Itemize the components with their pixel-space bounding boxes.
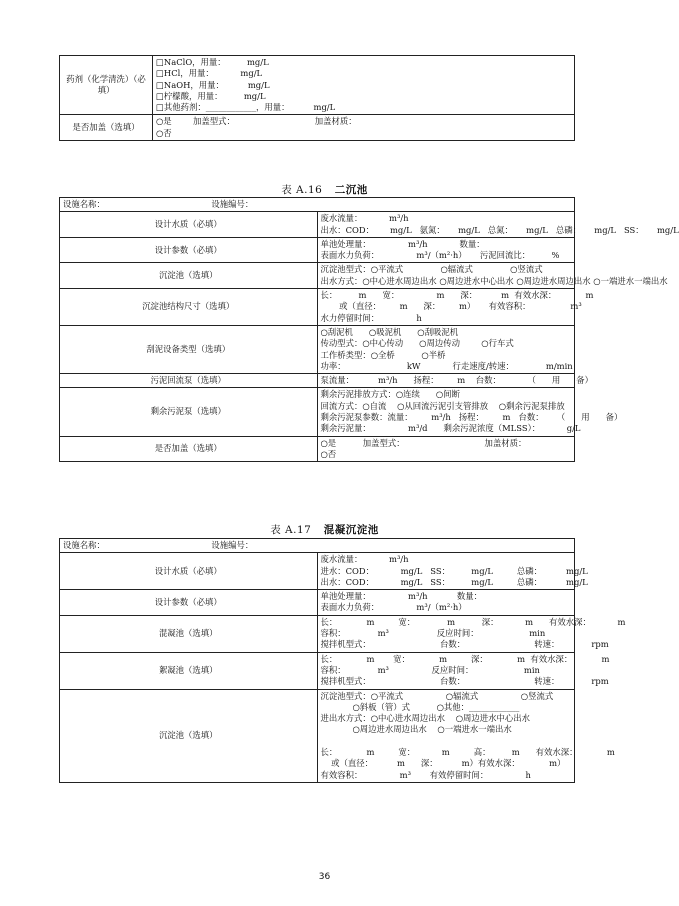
row-content [317, 263, 668, 289]
content-line: □NaOH，用量： mg/L [156, 79, 270, 90]
facility-header [60, 539, 575, 553]
table-header-row [60, 539, 575, 553]
content-line [321, 736, 572, 747]
content-line: ○周边进水周边出水 ○一端进水一端出水 [320, 724, 512, 735]
row-label: 混凝池（选填） [60, 615, 318, 652]
row-label: 污泥回流泵（选填） [60, 374, 318, 388]
table-row [60, 553, 575, 590]
row-label: 设计参数（必填） [60, 590, 318, 616]
content-line: 单池处理量： m³/h 数量： [320, 591, 482, 602]
content-line: ○斜板（管）式 ○其他：____________ [320, 701, 520, 712]
content-line: 表面水力负荷： m³/（m²·h） 污泥回流比： % [320, 250, 560, 261]
content-line: 或（直径： m 深： m）有效水深： m） [320, 758, 566, 769]
table-row [60, 56, 575, 115]
row-label: 沉淀池结构尺寸（选填） [60, 289, 318, 326]
table-row [60, 689, 575, 782]
row-label: 设计水质（必填） [60, 212, 318, 238]
page-number: 36 [318, 872, 331, 882]
table-row [60, 115, 575, 141]
content-line: □柠檬酸，用量： mg/L [156, 90, 266, 101]
row-label: 设计参数（必填） [60, 237, 318, 263]
content-line: 剩余污泥量： m³/d 剩余污泥浓度（MLSS）： g/L [320, 423, 581, 434]
content-line: 或（直径： m 深： m） 有效容积： m³ [320, 301, 582, 312]
table-a17-title: 混凝沉淀池 [323, 524, 379, 536]
row-label: 剩余污泥泵（选填） [60, 388, 318, 436]
content-line: 容积： m³ 反应时间： min [320, 628, 546, 639]
table-row [60, 237, 575, 263]
facility-name-label: 设施名称： 设施编号： [63, 540, 254, 550]
content-line: 容积： m³ 反应时间： min [320, 664, 540, 675]
content-line: 长： m 宽： m 高： m 有效水深： m [320, 747, 615, 758]
table-a16-title: 二沉池 [334, 184, 368, 196]
table-row [60, 615, 575, 652]
table-row [60, 652, 575, 689]
content-line: 搅拌机型式： 台数： 转速： rpm [320, 676, 609, 687]
table-row [60, 325, 575, 373]
content-line: 长： m 宽： m 深： m 有效水深： m [320, 653, 610, 664]
row-label: 刮泥设备类型（选填） [60, 325, 318, 373]
content-line: 沉淀池型式：○平流式 ○辐流式 ○竖流式 [320, 690, 554, 701]
content-line: 进出水方式：○中心进水周边出水 ○周边进水中心出水 [320, 713, 531, 724]
row-content [317, 689, 615, 782]
content-line: □HCl，用量： mg/L [156, 68, 263, 79]
content-line: □NaClO，用量： mg/L [156, 57, 269, 67]
row-label: 絮凝池（选填） [60, 652, 318, 689]
content-line: ○刮泥机 ○吸泥机 ○刮吸泥机 [320, 326, 459, 337]
row-content [317, 436, 575, 462]
content-line: □其他药剂：____________，用量： mg/L [156, 102, 336, 113]
content-line: 搅拌机型式： 台数： 转速： rpm [320, 639, 609, 650]
content-line: 泵流量： m³/h 扬程： m 台数： （ 用 备） [320, 375, 593, 386]
table-row [60, 590, 575, 616]
content-line: 剩余污泥泵参数：流量： m³/h 扬程： m 台数： （ 用 备） [320, 412, 623, 423]
content-line: 单池处理量： m³/h 数量： [320, 238, 485, 249]
content-line: 水力停留时间： h [320, 312, 422, 323]
content-line: 剩余污泥排放方式：○连续 ○间断 [320, 389, 460, 400]
content-line: 表面水力负荷： m³/（m²·h） [320, 602, 467, 613]
table-a17-caption [0, 522, 649, 537]
table-a16 [59, 197, 679, 462]
content-line: ○是 加盖型式： 加盖材质： [320, 437, 527, 448]
content-line: ○是 加盖型式： 加盖材质： [156, 116, 357, 127]
row-content [317, 388, 623, 436]
row-content [317, 212, 679, 238]
table-row [60, 289, 575, 326]
content-line: 功率： kW 行走速度/转速： m/min [320, 360, 573, 371]
content-line: 有效容积： m³ 有效停留时间： h [320, 769, 531, 780]
table-row [60, 374, 575, 388]
table-a16-caption [0, 182, 649, 197]
content-line: 出水方式：○中心进水周边出水 ○周边进水中心出水 ○周边进水周边出水 ○一端进水一端出水 [320, 275, 668, 286]
table-a17-number: 表 A.17 [270, 524, 312, 536]
row-label: 药剂（化学清洗）（必填） [60, 56, 153, 115]
table-row [60, 212, 575, 238]
table-header-row [60, 198, 575, 212]
table-a17 [59, 538, 626, 783]
continued-table [59, 55, 575, 141]
row-label: 设计水质（必填） [60, 553, 318, 590]
content-line: ○否 [320, 448, 337, 459]
row-content [317, 652, 610, 689]
content-line: 废水流量： m³/h [320, 213, 409, 224]
row-content [317, 374, 593, 388]
row-content [317, 237, 575, 263]
row-content [153, 115, 575, 141]
content-line: 长： m 宽： m 深： m 有效水深： m [320, 616, 626, 627]
content-line: ○否 [156, 127, 172, 138]
table-row [60, 263, 575, 289]
row-content [153, 56, 575, 115]
content-line: 沉淀池型式：○平流式 ○辐流式 ○竖流式 [320, 264, 543, 275]
content-line: 工作桥类型：○全桥 ○半桥 [320, 349, 446, 360]
row-content [317, 553, 588, 590]
row-label: 是否加盖（选填） [60, 115, 153, 141]
row-content [317, 590, 575, 616]
table-row [60, 388, 575, 436]
row-label: 沉淀池（选填） [60, 689, 318, 782]
facility-name-label: 设施名称： 设施编号： [63, 199, 254, 209]
content-line: 出水：COD： mg/L SS： mg/L 总磷： mg/L [320, 576, 588, 587]
content-line: 进水：COD： mg/L SS： mg/L 总磷： mg/L [320, 565, 588, 576]
content-line: 长： m 宽： m 深： m 有效水深： m [320, 290, 594, 301]
facility-header [60, 198, 575, 212]
table-row [60, 436, 575, 462]
table-a16-number: 表 A.16 [281, 184, 323, 196]
row-content [317, 325, 575, 373]
content-line: 废水流量： m³/h [320, 554, 409, 565]
row-content [317, 615, 626, 652]
content-line: 回流方式：○自流 ○从回流污泥引支管排放 ○剩余污泥泵排放 [320, 400, 565, 411]
row-label: 是否加盖（选填） [60, 436, 318, 462]
content-line: 传动型式：○中心传动 ○周边传动 ○行车式 [320, 338, 514, 349]
content-line: 出水：COD： mg/L 氨氮： mg/L 总氮： mg/L 总磷： mg/L SS： mg/L [320, 224, 679, 235]
row-label: 沉淀池（选填） [60, 263, 318, 289]
row-content [317, 289, 594, 326]
